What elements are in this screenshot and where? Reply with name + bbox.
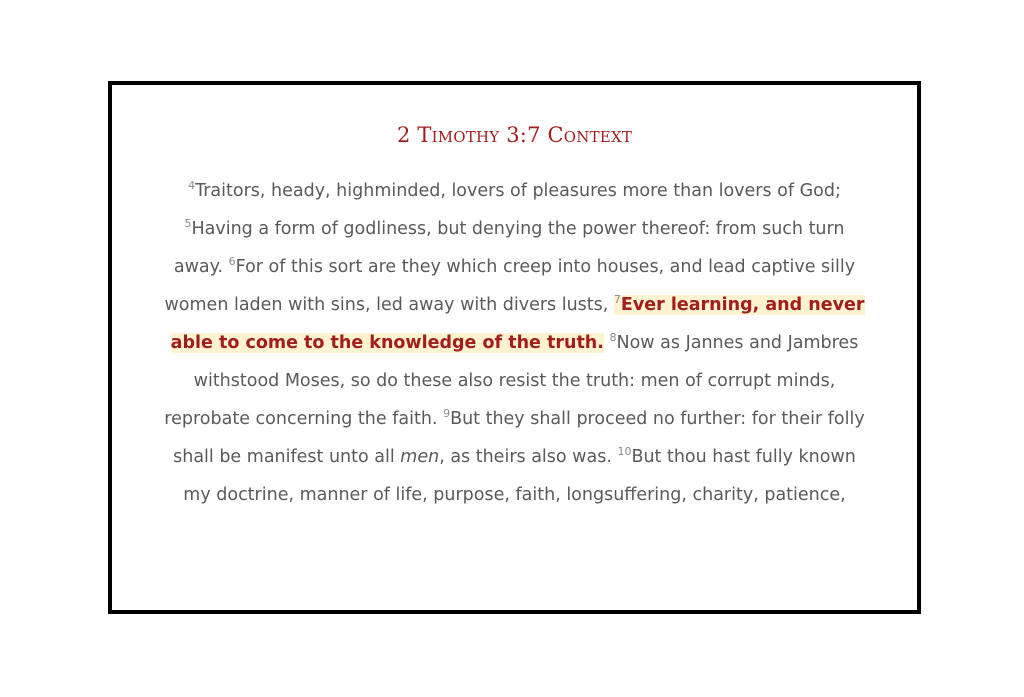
- verse-text-italic: men: [400, 447, 440, 467]
- verse-number: 7: [613, 293, 621, 307]
- passage-text: [164, 172, 865, 514]
- verse-number: 6: [228, 255, 236, 269]
- verse-text: But thou hast fully known my doctrine, manner of life, purpose, faith, longsuffering, charity, patience,: [183, 447, 856, 505]
- verse-number: 8: [609, 331, 617, 345]
- context-title: 2 Timothy 3:7 Context: [396, 123, 633, 147]
- verse-number: 9: [443, 407, 451, 421]
- verse-number: 4: [188, 179, 196, 193]
- verse-text: For of this sort are they which creep into houses, and lead captive silly women laden with sins, led away with divers lusts,: [164, 257, 856, 315]
- context-box: [108, 81, 921, 614]
- verse-text: Now as Jannes and Jambres withstood Moses, so do these also resist the truth: men of corrupt minds, reprobate concerning the faith.: [164, 333, 859, 429]
- verse-text: , as theirs also was.: [439, 447, 618, 467]
- verse-text: But they shall proceed no further: for their folly shall be manifest unto all: [173, 409, 865, 467]
- verse-text: Ever learning, and never able to come to the knowledge of the truth.: [170, 295, 865, 353]
- verse-text: Having a form of godliness, but denying the power thereof: from such turn away.: [173, 219, 845, 277]
- verse-4: [188, 181, 841, 201]
- verse-number: 10: [617, 445, 632, 459]
- verse-text: Traitors, heady, highminded, lovers of pleasures more than lovers of God;: [195, 181, 841, 201]
- verse-number: 5: [184, 217, 192, 231]
